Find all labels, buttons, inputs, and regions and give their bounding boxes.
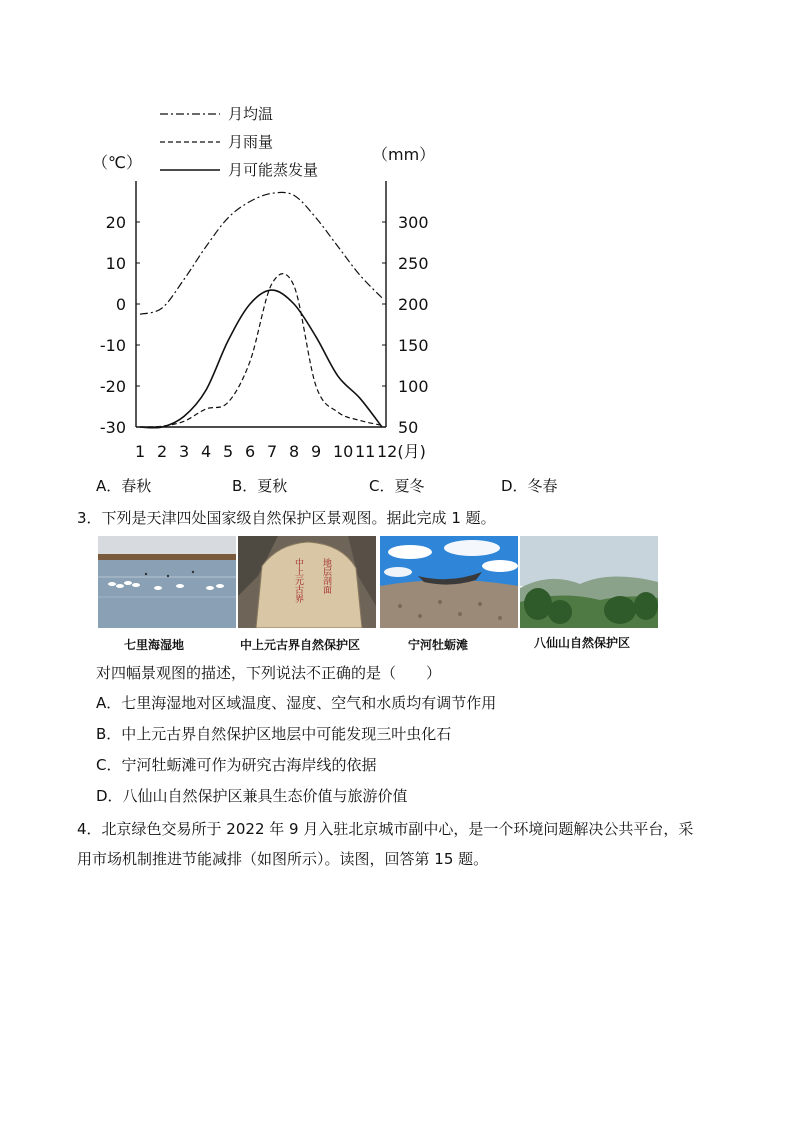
photo-wetland	[98, 536, 236, 628]
q3-option-d[interactable]: D．八仙山自然保护区兼具生态价值与旅游价值	[96, 787, 408, 805]
left-axis-unit: （℃）	[92, 153, 142, 172]
q2-option-a[interactable]: A．春秋	[96, 477, 152, 495]
right-tick-label: 250	[398, 254, 429, 273]
right-tick-label: 100	[398, 377, 429, 396]
left-tick-label: 0	[115, 295, 126, 314]
series-line-3	[140, 290, 382, 428]
rock-inscription-left: 中上元古界	[293, 558, 303, 603]
x-tick-label: 3	[179, 442, 190, 461]
left-tick-label: 10	[105, 254, 126, 273]
q3-photo-row	[98, 536, 658, 656]
x-tick-label: 7	[267, 442, 278, 461]
rock-image	[238, 536, 376, 628]
left-tick-label: -10	[99, 336, 126, 355]
left-tick-label: -30	[99, 418, 126, 437]
x-tick-label: 8	[289, 442, 300, 461]
photo-oyster-beach	[380, 536, 518, 628]
legend-label-evap: 月可能蒸发量	[228, 161, 319, 179]
caption-oyster-beach: 宁河牡蛎滩	[408, 638, 469, 652]
right-tick-label: 150	[398, 336, 429, 355]
left-tick-labels	[100, 213, 140, 437]
wetland-image	[98, 536, 236, 628]
x-tick-label: 4	[201, 442, 212, 461]
forest-mountain-image	[520, 536, 658, 628]
q2-options	[96, 475, 716, 497]
x-tick-label: 6	[245, 442, 256, 461]
caption-inscribed-rock: 中上元古界自然保护区	[240, 638, 361, 652]
photo-inscribed-rock	[238, 536, 376, 628]
series-line-1	[140, 192, 382, 314]
climate-chart-svg	[90, 95, 450, 465]
q3-stem: 3．下列是天津四处国家级自然保护区景观图。据此完成 1 题。	[77, 509, 496, 527]
x-tick-label: 9	[311, 442, 322, 461]
x-tick-labels	[135, 442, 426, 461]
series-lines	[140, 192, 382, 427]
right-tick-labels	[382, 213, 429, 437]
right-tick-label: 300	[398, 213, 429, 232]
right-tick-label: 50	[398, 418, 419, 437]
right-tick-label: 200	[398, 295, 429, 314]
q4-stem: 4．北京绿色交易所于 2022 年 9 月入驻北京城市副中心，是一个环境问题解决公共平台，采用市场机制推进节能减排（如图所示）。读图，回答第 15 题。	[77, 820, 694, 868]
rock-inscription-right: 地层剖面	[321, 558, 331, 594]
climate-chart	[90, 95, 450, 465]
left-tick-label: 20	[105, 213, 126, 232]
photo-forest-mountain	[520, 536, 658, 628]
x-tick-label: 5	[223, 442, 234, 461]
series-line-2	[140, 274, 382, 427]
x-tick-label: 10	[333, 442, 354, 461]
oyster-beach-image	[380, 536, 518, 628]
x-tick-label: 2	[157, 442, 168, 461]
q3-option-a[interactable]: A．七里海湿地对区域温度、湿度、空气和水质均有调节作用	[96, 694, 497, 712]
caption-forest-mountain: 八仙山自然保护区	[534, 636, 631, 650]
q2-option-c[interactable]: C．夏冬	[369, 477, 425, 495]
x-tick-label: 1	[135, 442, 146, 461]
q2-option-d[interactable]: D．冬春	[501, 477, 558, 495]
chart-legend	[160, 105, 318, 179]
q3-option-c[interactable]: C．宁河牡蛎滩可作为研究古海岸线的依据	[96, 756, 377, 774]
q2-option-b[interactable]: B．夏秋	[232, 477, 288, 495]
q3-prompt: 对四幅景观图的描述，下列说法不正确的是（ ）	[96, 664, 442, 682]
caption-wetland: 七里海湿地	[124, 638, 185, 652]
x-tick-label: 12(月)	[377, 442, 426, 461]
legend-label-rain: 月雨量	[228, 133, 274, 151]
x-tick-label: 11	[355, 442, 376, 461]
q3-option-b[interactable]: B．中上元古界自然保护区地层中可能发现三叶虫化石	[96, 725, 452, 743]
left-tick-label: -20	[99, 377, 126, 396]
legend-label-temp: 月均温	[228, 105, 274, 123]
right-axis-unit: （mm）	[372, 145, 436, 164]
